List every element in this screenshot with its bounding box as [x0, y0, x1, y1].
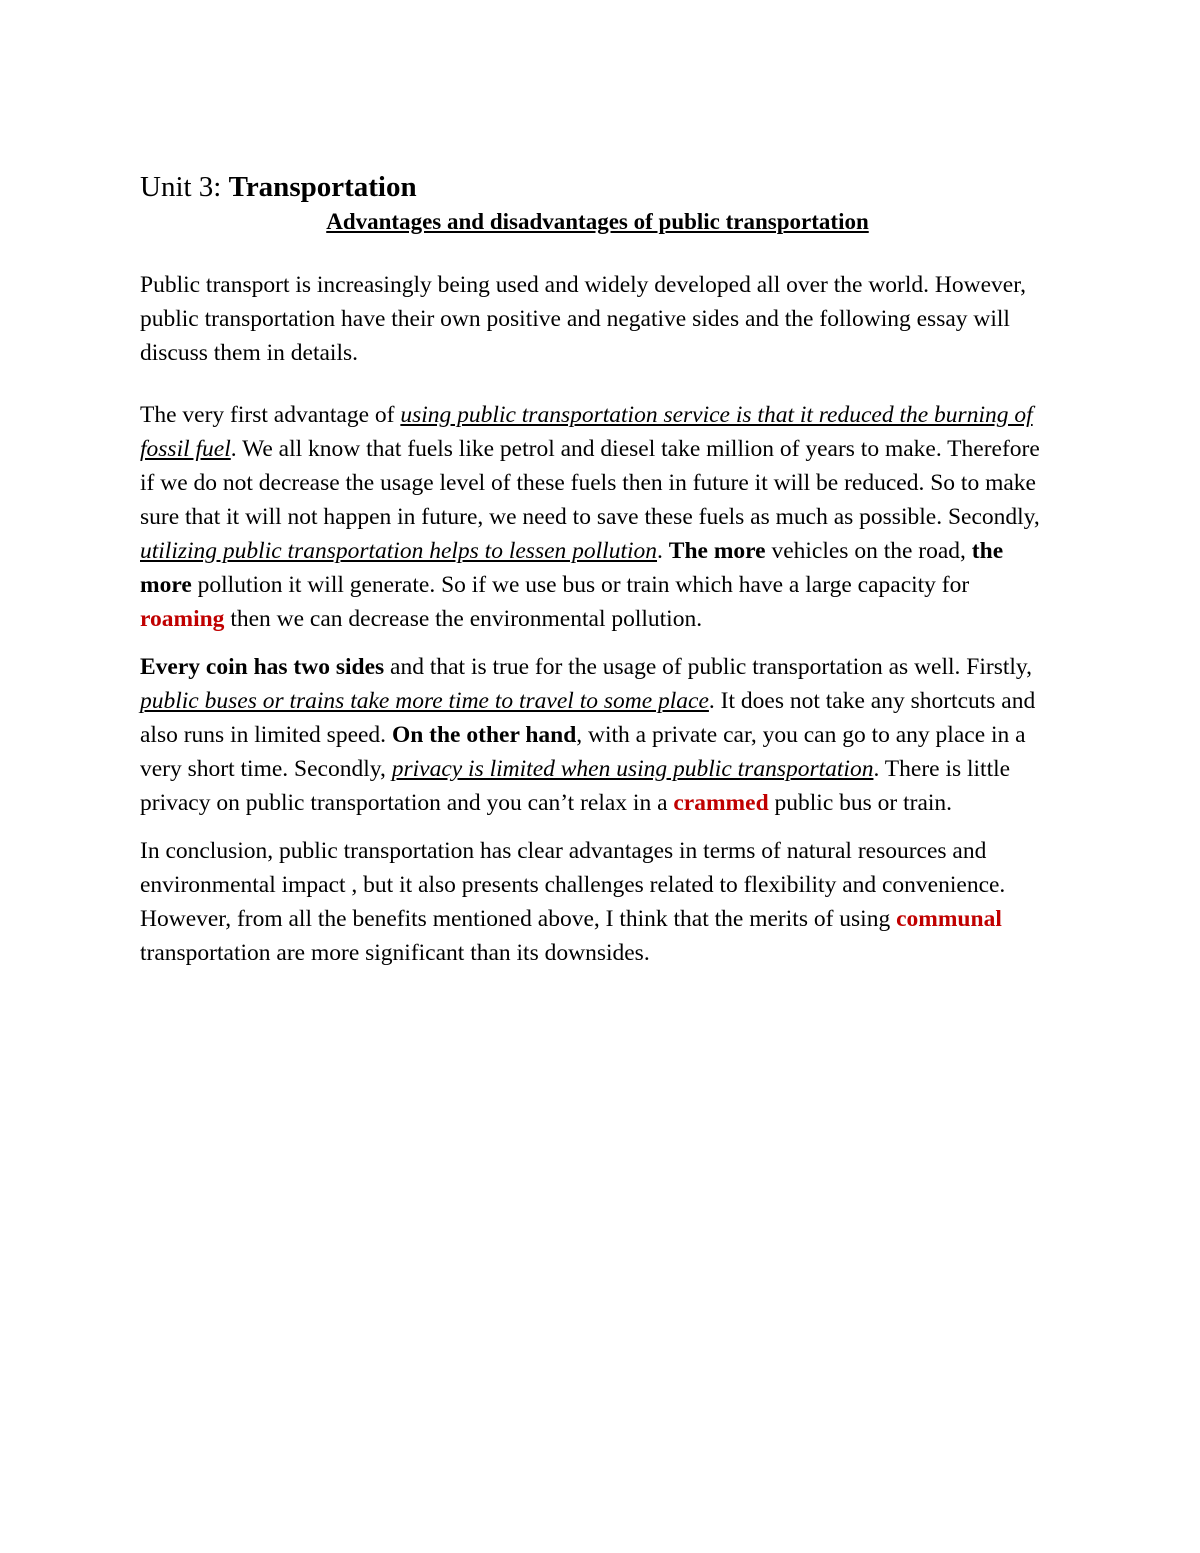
underlined-point: utilizing public transportation helps to lessen pollution [140, 538, 658, 564]
unit-heading [140, 168, 1055, 206]
text-segment: vehicles on the road, [765, 538, 972, 564]
paragraph-conclusion [140, 834, 1055, 970]
unit-label: Unit 3: [140, 171, 222, 203]
text-segment: then we can decrease the environmental pollution. [224, 606, 703, 632]
document-body [140, 168, 1055, 970]
bold-phrase: the more [140, 538, 1004, 598]
text-segment: . We all know that fuels like petrol and diesel take million of years to make. Therefore if we do not decrease the usage level of these fuels then in future it will be reduced. So to make sure that it will not happen in future, we need to save these fuels as much as possible. Secondly, [140, 436, 1040, 530]
text-segment: pollution it will generate. So if we use bus or train which have a large capacity for [191, 572, 970, 598]
bold-phrase: Every coin has two sides [140, 654, 385, 680]
highlighted-word: roaming [140, 606, 225, 632]
text-segment: . It does not take any shortcuts and also runs in limited speed. [140, 688, 1036, 748]
bold-phrase: The more [668, 538, 766, 564]
text-segment: transportation are more significant than its downsides. [140, 940, 650, 966]
underlined-point: privacy is limited when using public transportation [391, 756, 874, 782]
text-segment: In conclusion, public transportation has clear advantages in terms of natural resources and environmental impact , but it also presents challenges related to flexibility and convenience. However, from all the benefits mentioned above, I think that the merits of using [140, 838, 1006, 932]
bold-phrase: On the other hand [391, 722, 577, 748]
text-segment: The very first advantage of [140, 402, 401, 428]
unit-topic: Transportation [228, 171, 417, 203]
highlighted-word: crammed [673, 790, 769, 816]
text-segment: . There is little privacy on public transportation and you can’t relax in a [140, 756, 1011, 816]
paragraph-disadvantages [140, 650, 1055, 820]
highlighted-word: communal [896, 906, 1002, 932]
text-segment: . [657, 538, 669, 564]
paragraph-advantages [140, 398, 1055, 636]
text-segment: , with a private car, you can go to any place in a very short time. Secondly, [140, 722, 1026, 782]
essay-title: Advantages and disadvantages of public transportation [326, 209, 869, 234]
underlined-point: public buses or trains take more time to travel to some place [140, 688, 709, 714]
text-segment: public bus or train. [768, 790, 953, 816]
text-segment: and that is true for the usage of public transportation as well. Firstly, [384, 654, 1033, 680]
underlined-point: using public transportation service is that it reduced the burning of fossil fuel [140, 402, 1033, 462]
paragraph-introduction: Public transport is increasingly being used and widely developed all over the world. However, public transportation have their own positive and negative sides and the following essay will discuss them in details. [140, 272, 1026, 366]
